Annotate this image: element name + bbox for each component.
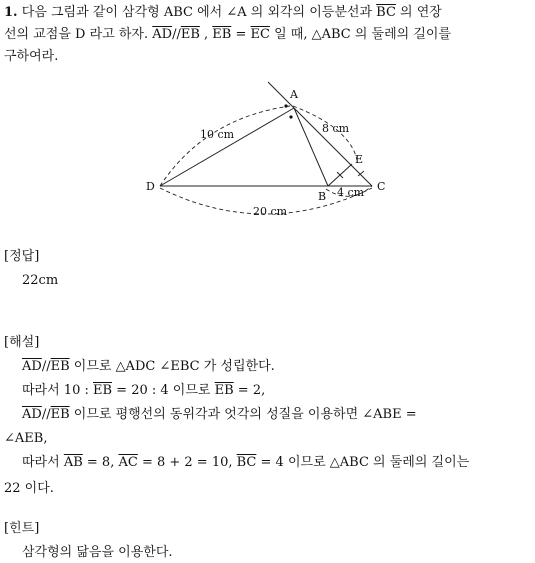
label-point-e: E	[355, 153, 364, 166]
answer-heading: [정답]	[4, 249, 40, 264]
solution-text: = 20 : 4 이므로	[112, 383, 215, 398]
segment-ec: $\overline{EC}$	[250, 27, 270, 42]
parallel-symbol: //	[172, 27, 181, 42]
solution-text: = 8 + 2 = 10,	[137, 455, 237, 470]
segment-ac: $\overline{AC}$	[118, 455, 138, 470]
solution-text: 이므로 평행선의 동위각과 엇각의 성질을 이용하면 ∠ABE =	[69, 407, 417, 422]
segment-eb: $\overline{EB}$	[93, 383, 113, 398]
solution-line-1	[22, 358, 275, 375]
solution-text: = 8,	[82, 455, 119, 470]
solution-line-3	[22, 406, 417, 423]
parallel-symbol: //	[41, 407, 51, 422]
answer-value: 22cm	[22, 273, 59, 288]
arc-da	[160, 106, 290, 186]
label-point-d: D	[146, 180, 155, 193]
solution-line-4: ∠AEB,	[4, 431, 48, 446]
segment-ad: $\overline{AD}$	[22, 359, 42, 374]
problem-number: 1.	[4, 5, 18, 20]
label-point-b: B	[318, 190, 327, 203]
separator: ,	[199, 27, 213, 42]
solution-line-5	[22, 454, 469, 471]
solution-line-6: 22 이다.	[4, 481, 54, 496]
solution-text: 따라서	[22, 455, 64, 470]
problem-text: 선의 교점을 D 라고 하자.	[4, 27, 153, 42]
solution-text: 따라서 10 :	[22, 383, 93, 398]
solution-text: 이므로 △ADC ∠EBC 가 성립한다.	[69, 359, 275, 374]
line-da	[160, 108, 294, 186]
segment-eb: $\overline{EB}$	[50, 407, 70, 422]
segment-eb: $\overline{EB}$	[214, 383, 234, 398]
segment-bc: $\overline{BC}$	[376, 5, 396, 20]
label-length-bc: 4 cm	[337, 186, 365, 199]
problem-text: 일 때, △ABC 의 둘레의 길이를	[269, 27, 452, 42]
hint-heading: [힌트]	[4, 521, 40, 536]
problem-text: 구하여라.	[4, 49, 59, 64]
angle-mark-a-interior	[289, 115, 292, 118]
label-length-ae: 8 cm	[322, 122, 350, 135]
solution-text: = 2,	[233, 383, 266, 398]
segment-eb: $\overline{EB}$	[212, 27, 232, 42]
segment-ad: $\overline{AD}$	[22, 407, 42, 422]
segment-ab: $\overline{AB}$	[63, 455, 83, 470]
equals: =	[231, 27, 251, 42]
problem-text: 의 연장	[395, 5, 442, 20]
label-point-a: A	[290, 88, 298, 101]
solution-heading: [해설]	[4, 335, 40, 350]
segment-bc: $\overline{BC}$	[236, 455, 257, 470]
segment-eb: $\overline{EB}$	[180, 27, 200, 42]
line-ab	[294, 108, 328, 186]
hint-text: 삼각형의 닮음을 이용한다.	[22, 545, 173, 560]
problem-text: 다음 그림과 같이 삼각형 ABC 에서 ∠A 의 외각의 이등분선과	[21, 5, 377, 20]
line-exterior-ac	[268, 82, 372, 186]
angle-mark-a-exterior	[284, 104, 287, 107]
label-point-c: C	[377, 180, 386, 193]
solution-text: = 4 이므로 △ABC 의 둘레의 길이는	[256, 455, 470, 470]
label-length-dc: 20 cm	[253, 205, 288, 218]
parallel-symbol: //	[41, 359, 51, 374]
segment-eb: $\overline{EB}$	[50, 359, 70, 374]
label-length-da: 10 cm	[200, 128, 235, 141]
solution-line-2	[22, 382, 265, 399]
segment-ad: $\overline{AD}$	[152, 27, 173, 42]
